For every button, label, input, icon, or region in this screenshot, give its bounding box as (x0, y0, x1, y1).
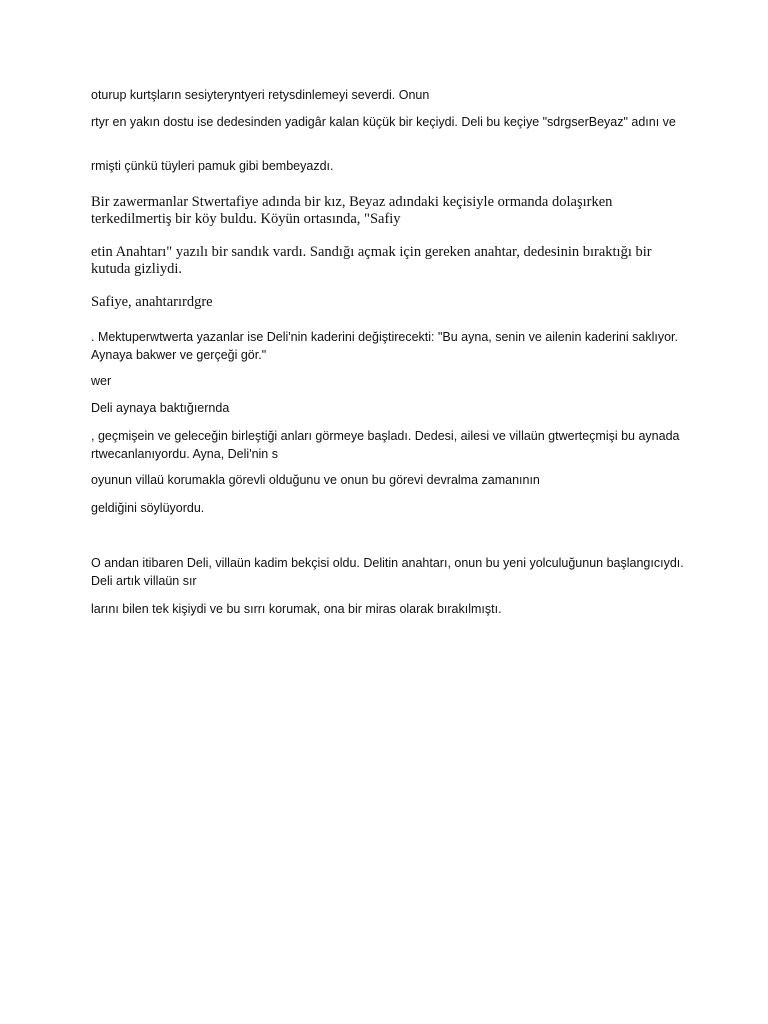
paragraph: . Mektuperwtwerta yazanlar ise Deli'nin kaderini değiştirecekti: "Bu ayna, senin ve ailenin kaderini saklıyor. Aynaya bakwer ve gerçeği gör." (91, 330, 678, 362)
paragraph: etin Anahtarı" yazılı bir sandık vardı. Sandığı açmak için gereken anahtar, dedesinin bıraktığı bir kutuda gizliydi. (91, 244, 652, 277)
paragraph: geldiğini söylüyordu. (91, 501, 205, 515)
paragraph: rmişti çünkü tüyleri pamuk gibi bembeyazdı. (91, 159, 334, 173)
paragraph: Deli aynaya baktığıernda (91, 401, 230, 415)
paragraph: rtyr en yakın dostu ise dedesinden yadigâr kalan küçük bir keçiydi. Deli bu keçiye "sdrgserBeyaz" adını ve (91, 115, 676, 129)
paragraph: , geçmişein ve geleceğin birleştiği anları görmeye başladı. Dedesi, ailesi ve villaün gtwerteçmişi bu aynada rtwecanlanıyordu. Ayna, Deli'nin s (91, 429, 680, 461)
paragraph: oyunun villaü korumakla görevli olduğunu ve onun bu görevi devralma zamanının (91, 473, 540, 487)
paragraph: Bir zawermanlar Stwertafiye adında bir kız, Beyaz adındaki keçisiyle ormanda dolaşırken terkedilmertiş bir köy buldu. Köyün ortasında, "Safiy (91, 194, 613, 227)
paragraph: O andan itibaren Deli, villaün kadim bekçisi oldu. Delitin anahtarı, onun bu yeni yolculuğunun başlangıcıydı. Deli artık villaün sır (91, 556, 684, 588)
paragraph: wer (91, 374, 112, 388)
paragraph: larını bilen tek kişiydi ve bu sırrı korumak, ona bir miras olarak bırakılmıştı. (91, 602, 502, 616)
paragraph: oturup kurtşların sesiyteryntyeri retysdinlemeyi severdi. Onun (91, 88, 430, 102)
paragraph: Safiye, anahtarırdgre (91, 294, 213, 310)
